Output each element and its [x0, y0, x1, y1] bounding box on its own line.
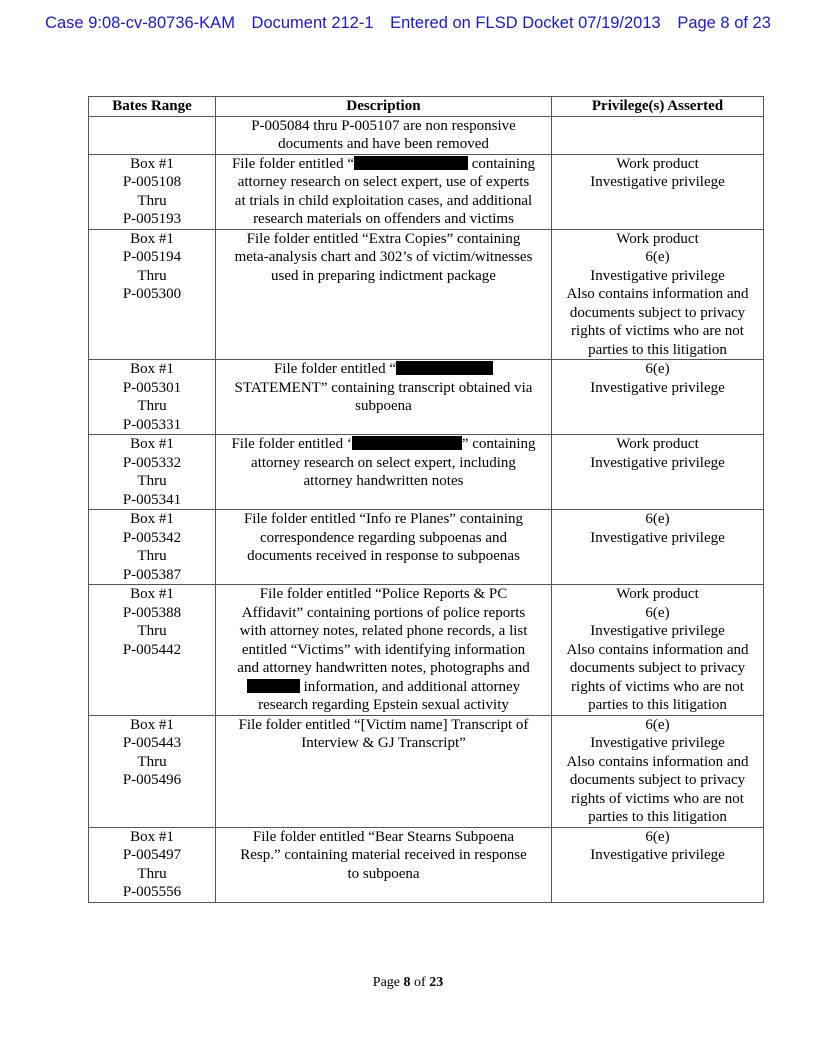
- privilege-line: Investigative privilege: [590, 379, 725, 396]
- bates-line: P-005300: [122, 286, 182, 302]
- privilege-cell: [552, 510, 764, 585]
- table-row: [89, 360, 764, 435]
- bates-cell: [89, 360, 216, 435]
- privilege-cell: [552, 715, 764, 827]
- table-row: [89, 585, 764, 716]
- redaction-bar: [354, 156, 468, 170]
- bates-line: P-005496: [122, 772, 182, 788]
- column-header-bates: Bates Range: [89, 97, 216, 117]
- footer-current-page: 8: [403, 975, 411, 990]
- privilege-cell: [552, 827, 764, 902]
- privilege-cell: [552, 585, 764, 716]
- table-row: [89, 229, 764, 360]
- description-line: attorney research on select expert, use of experts: [237, 174, 530, 190]
- privilege-line: 6(e): [645, 716, 670, 733]
- bates-line: Thru: [137, 548, 167, 564]
- description-line: [219, 678, 548, 697]
- description-line: meta-analysis chart and 302’s of victim/witnesses: [234, 249, 533, 265]
- bates-line: P-005332: [122, 454, 182, 471]
- privilege-line: parties to this litigation: [588, 341, 727, 358]
- column-header-description: Description: [216, 97, 552, 117]
- table-header-row: [89, 97, 764, 117]
- bates-cell: [89, 585, 216, 716]
- privilege-line: Investigative privilege: [590, 174, 725, 190]
- bates-line: P-005194: [122, 249, 182, 265]
- privilege-line: 6(e): [645, 511, 670, 527]
- privilege-line: Investigative privilege: [590, 735, 725, 751]
- privilege-line: Work product: [616, 230, 699, 247]
- privilege-line: documents subject to privacy: [569, 304, 746, 321]
- description-cell: [216, 715, 552, 827]
- bates-cell: [89, 435, 216, 510]
- bates-line: Box #1: [130, 586, 174, 602]
- privilege-line: 6(e): [645, 361, 670, 377]
- description-fragment: File folder entitled ‘: [231, 436, 352, 452]
- table-row: [89, 116, 764, 154]
- privilege-log-table: [88, 96, 764, 903]
- privilege-cell: [552, 116, 764, 154]
- privilege-line: 6(e): [645, 604, 670, 621]
- bates-cell: [89, 229, 216, 360]
- bates-line: Thru: [137, 267, 167, 284]
- bates-line: Thru: [137, 473, 167, 489]
- bates-line: P-005342: [122, 529, 182, 546]
- privilege-line: Investigative privilege: [590, 623, 725, 639]
- bates-line: Thru: [137, 192, 167, 209]
- bates-line: Box #1: [130, 436, 174, 452]
- bates-cell: [89, 827, 216, 902]
- bates-line: P-005108: [122, 174, 182, 190]
- description-cell: [216, 585, 552, 716]
- bates-cell: [89, 116, 216, 154]
- description-cell: [216, 435, 552, 510]
- description-cell: [216, 510, 552, 585]
- table-row: [89, 827, 764, 902]
- header-page: Page 8 of 23: [677, 14, 771, 32]
- bates-cell: [89, 715, 216, 827]
- page-footer: [0, 975, 816, 991]
- privilege-line: Work product: [616, 436, 699, 452]
- description-fragment: containing: [467, 155, 536, 172]
- privilege-line: Investigative privilege: [590, 529, 725, 546]
- bates-line: Box #1: [130, 716, 174, 733]
- description-line: P-005084 thru P-005107 are non responsive: [251, 117, 516, 134]
- privilege-line: Also contains information and: [566, 286, 749, 302]
- description-line: [219, 155, 548, 174]
- table-row: [89, 435, 764, 510]
- bates-line: Box #1: [130, 361, 174, 377]
- description-line: entitled “Victims” with identifying information: [241, 641, 526, 658]
- bates-cell: [89, 154, 216, 229]
- privilege-line: Work product: [616, 586, 699, 602]
- bates-line: Thru: [137, 753, 167, 770]
- description-line: to subpoena: [347, 865, 420, 882]
- privilege-line: Work product: [616, 155, 699, 172]
- redaction-bar: [352, 436, 462, 450]
- description-line: File folder entitled “[Victim name] Transcript of: [238, 716, 529, 733]
- bates-line: Box #1: [130, 828, 174, 845]
- description-cell: [216, 229, 552, 360]
- description-line: with attorney notes, related phone records, a list: [239, 623, 528, 639]
- privilege-cell: [552, 154, 764, 229]
- description-cell: [216, 827, 552, 902]
- privilege-line: rights of victims who are not: [571, 790, 744, 807]
- description-cell: [216, 360, 552, 435]
- bates-line: P-005301: [122, 379, 182, 396]
- description-fragment: ” containing: [461, 436, 536, 452]
- bates-line: Thru: [137, 865, 167, 882]
- description-line: File folder entitled “Police Reports & PC: [259, 586, 508, 602]
- description-fragment: information, and additional attorney: [299, 678, 521, 695]
- privilege-line: Also contains information and: [566, 641, 749, 658]
- privilege-cell: [552, 360, 764, 435]
- description-line: and attorney handwritten notes, photographs and: [237, 660, 530, 676]
- bates-line: Box #1: [130, 155, 174, 172]
- footer-prefix: Page: [372, 975, 404, 990]
- description-line: attorney research on select expert, including: [251, 454, 516, 471]
- privilege-line: documents subject to privacy: [569, 772, 746, 788]
- bates-line: Thru: [137, 623, 167, 639]
- description-line: STATEMENT” containing transcript obtained via: [234, 379, 533, 396]
- description-line: at trials in child exploitation cases, and additional: [234, 192, 533, 209]
- footer-of: of: [410, 975, 430, 990]
- description-line: documents and have been removed: [278, 136, 489, 152]
- privilege-cell: [552, 435, 764, 510]
- bates-line: P-005556: [122, 884, 182, 900]
- bates-line: Box #1: [130, 511, 174, 527]
- description-line: correspondence regarding subpoenas and: [260, 529, 507, 546]
- document-number: Document 212-1: [251, 14, 374, 32]
- privilege-line: 6(e): [645, 828, 670, 845]
- bates-line: P-005443: [122, 735, 182, 751]
- privilege-cell: [552, 229, 764, 360]
- privilege-line: 6(e): [645, 249, 670, 265]
- description-line: subpoena: [355, 398, 412, 414]
- table-row: [89, 510, 764, 585]
- bates-line: P-005388: [122, 604, 182, 621]
- privilege-line: rights of victims who are not: [571, 323, 744, 339]
- privilege-line: Investigative privilege: [590, 454, 725, 471]
- description-line: Affidavit” containing portions of police reports: [241, 604, 526, 621]
- bates-line: P-005442: [122, 641, 182, 658]
- case-number: Case 9:08-cv-80736-KAM: [45, 14, 235, 32]
- table-row: [89, 154, 764, 229]
- bates-cell: [89, 510, 216, 585]
- description-line: used in preparing indictment package: [271, 267, 496, 284]
- privilege-line: parties to this litigation: [588, 809, 727, 825]
- privilege-line: Investigative privilege: [590, 267, 725, 284]
- docket-header: [0, 14, 816, 33]
- description-line: research materials on offenders and victims: [253, 211, 514, 227]
- redaction-bar: [396, 361, 493, 375]
- entered-date: Entered on FLSD Docket 07/19/2013: [390, 14, 661, 32]
- privilege-line: rights of victims who are not: [571, 678, 744, 695]
- privilege-line: documents subject to privacy: [569, 660, 746, 676]
- table-row: [89, 715, 764, 827]
- description-line: Resp.” containing material received in response: [240, 847, 527, 863]
- description-cell: [216, 154, 552, 229]
- footer-total-pages: 23: [429, 975, 444, 990]
- privilege-line: Also contains information and: [566, 753, 749, 770]
- bates-line: P-005331: [122, 416, 182, 433]
- bates-line: P-005341: [122, 491, 182, 508]
- redaction-bar: [247, 679, 300, 693]
- description-line: File folder entitled “Extra Copies” containing: [246, 230, 521, 247]
- description-line: File folder entitled “Info re Planes” containing: [243, 511, 524, 527]
- description-cell: [216, 116, 552, 154]
- bates-line: P-005497: [122, 847, 182, 863]
- bates-line: P-005193: [122, 211, 182, 227]
- description-line: research regarding Epstein sexual activity: [258, 697, 509, 713]
- description-line: attorney handwritten notes: [303, 473, 464, 489]
- description-line: Interview & GJ Transcript”: [301, 735, 466, 751]
- description-line: File folder entitled “Bear Stearns Subpoena: [252, 828, 515, 845]
- bates-line: Box #1: [130, 230, 174, 247]
- privilege-line: Investigative privilege: [590, 847, 725, 863]
- description-fragment: File folder entitled “: [273, 361, 397, 377]
- privilege-line: parties to this litigation: [588, 697, 727, 713]
- description-line: [219, 435, 548, 454]
- description-line: [219, 360, 548, 379]
- description-fragment: File folder entitled “: [231, 155, 354, 172]
- bates-line: P-005387: [122, 566, 182, 583]
- bates-line: Thru: [137, 398, 167, 414]
- column-header-privilege: Privilege(s) Asserted: [552, 97, 764, 117]
- description-line: documents received in response to subpoenas: [247, 548, 520, 564]
